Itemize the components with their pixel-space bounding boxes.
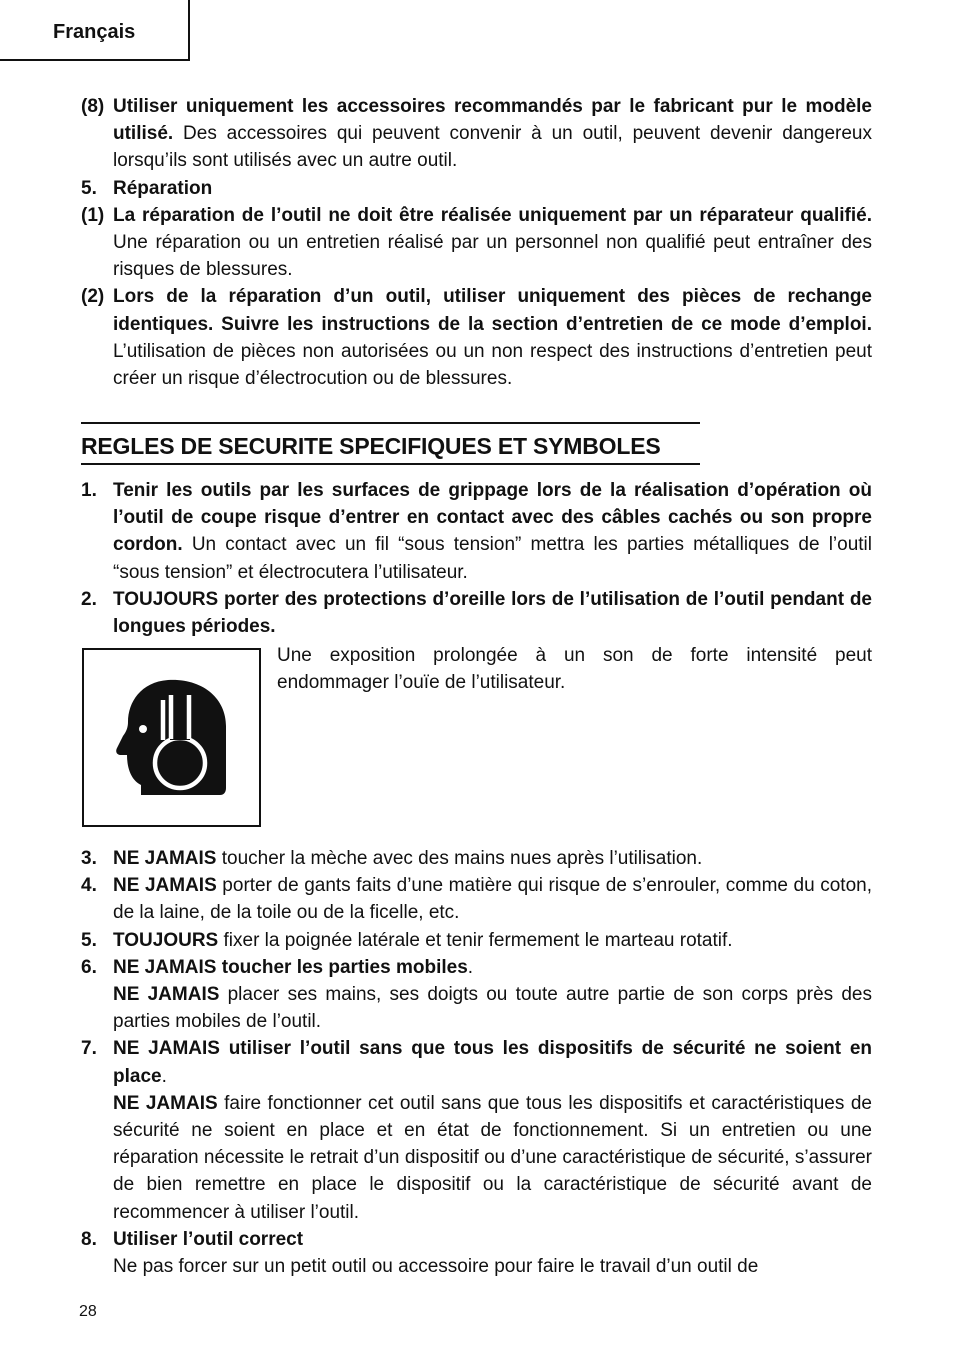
ear-protection-icon <box>84 650 258 824</box>
item-number: 7. <box>81 1038 97 1060</box>
item-bold-text: Utiliser l’outil correct <box>113 1228 304 1250</box>
language-tab <box>0 0 190 61</box>
item-text: porter de gants faits d’une matière qui risque de s’enrouler, comme du coton, de la laine, de la toile ou de la ficelle, etc. <box>113 875 873 924</box>
page-number: 28 <box>79 1303 97 1320</box>
ear-protection-text: Une exposition prolongée à un son de forte intensité peut endommager l’ouïe de l’utilisateur. <box>277 645 872 694</box>
list-item <box>81 872 872 926</box>
list-item <box>81 477 872 586</box>
item-text: Une réparation ou un entretien réalisé par un personnel non qualifié peut entraîner des risques de blessures. <box>113 232 872 281</box>
item-text: toucher la mèche avec des mains nues après l’utilisation. <box>216 848 703 869</box>
item-bold-text: NE JAMAIS <box>113 1092 218 1114</box>
list-item <box>81 202 872 284</box>
item-bold-text: NE JAMAIS <box>113 848 217 869</box>
item-bold-text: NE JAMAIS utiliser l’outil sans que tous les dispositifs de sécurité ne soient en place <box>113 1038 872 1087</box>
item-number: 1. <box>81 480 97 501</box>
item-number: 8. <box>81 1228 97 1250</box>
section-heading-text: Réparation <box>113 177 213 199</box>
rules-list-top <box>81 477 872 640</box>
item-bold-text: NE JAMAIS <box>113 875 217 897</box>
item-bold-text: La réparation de l’outil ne doit être réalisée uniquement par un réparateur qualifié. <box>113 204 872 226</box>
item-number: (2) <box>81 286 105 308</box>
item-text: placer ses mains, ses doigts ou toute autre partie de son corps près des parties mobiles de l’outil. <box>113 984 872 1033</box>
item-number: 5. <box>81 177 97 199</box>
list-item <box>81 954 872 981</box>
item-number: 2. <box>81 588 97 610</box>
item-bold-text: Tenir les outils par les surfaces de grippage lors de la réalisation d’opération où l’outil de coupe risque d’entrer en contact avec des câbles cachés ou son propre cordon. <box>113 480 872 556</box>
item-text: Des accessoires qui peuvent convenir à un outil, peuvent devenir dangereux lorsqu’ils sont utilisés avec un autre outil. <box>113 123 872 172</box>
item-bold-text: TOUJOURS <box>113 929 219 951</box>
item-text: . <box>161 1065 167 1087</box>
item-text: faire fonctionner cet outil sans que tous les dispositifs et caractéristiques de sécurité ne soient en place et en état de fonctionnement. Si un entretien ou une réparation nécessite le retrait d’un dispositif ou d’une caractéristique de sécurité, s’assurer de bien remettre en place le dispositif ou la caractéristique de sécurité avant de recommencer à utiliser l’outil. <box>113 1092 872 1223</box>
language-label: Français <box>53 21 136 43</box>
item-bold-text: Utiliser uniquement les accessoires recommandés par le fabricant pur le modèle utilisé. <box>113 96 872 145</box>
list-item-continuation <box>81 1253 872 1280</box>
section-underline <box>81 463 700 465</box>
item-text: fixer la poignée latérale et tenir fermement le marteau rotatif. <box>218 929 733 951</box>
item-number: 5. <box>81 929 97 951</box>
item-text: Un contact avec un fil “sous tension” mettra les parties métalliques de l’outil “sous tension” et électrocutera l’utilisateur. <box>113 534 872 583</box>
item-number: (8) <box>81 96 105 117</box>
list-item <box>81 845 872 872</box>
list-item <box>81 283 872 392</box>
ear-protection-icon-box <box>82 648 261 827</box>
item-bold-text: TOUJOURS porter des protections d’oreille lors de l’utilisation de l’outil pendant de longues périodes. <box>113 588 872 638</box>
list-item <box>81 1035 872 1089</box>
item-text: . <box>467 956 474 978</box>
list-item <box>81 586 872 640</box>
item-number: 6. <box>81 956 97 978</box>
item-bold-text: Lors de la réparation d’un outil, utiliser uniquement des pièces de rechange identiques. Suivre les instructions de la section d’entretien de ce mode d’emploi. <box>113 286 872 335</box>
item-bold-text: NE JAMAIS <box>113 984 220 1006</box>
section-title: REGLES DE SECURITE SPECIFIQUES ET SYMBOLES <box>81 433 661 459</box>
list-item <box>81 1226 872 1253</box>
section-top-rule <box>81 422 700 424</box>
item-number: 4. <box>81 875 97 897</box>
item-text: Ne pas forcer sur un petit outil ou accessoire pour faire le travail d’un outil de <box>113 1256 759 1278</box>
section-heading <box>81 175 872 202</box>
item-bold-text: NE JAMAIS toucher les parties mobiles <box>113 956 468 978</box>
list-item-continuation <box>81 981 872 1035</box>
list-item <box>81 927 872 954</box>
item-number: 3. <box>81 848 97 869</box>
list-item <box>81 93 872 175</box>
repair-section <box>81 93 872 392</box>
rules-list-bottom <box>81 845 872 1280</box>
list-item-continuation <box>81 1090 872 1226</box>
item-text: L’utilisation de pièces non autorisées ou un non respect des instructions d’entretien peut créer un risque d’électrocution ou de blessures. <box>113 340 872 390</box>
item-number: (1) <box>81 204 105 226</box>
